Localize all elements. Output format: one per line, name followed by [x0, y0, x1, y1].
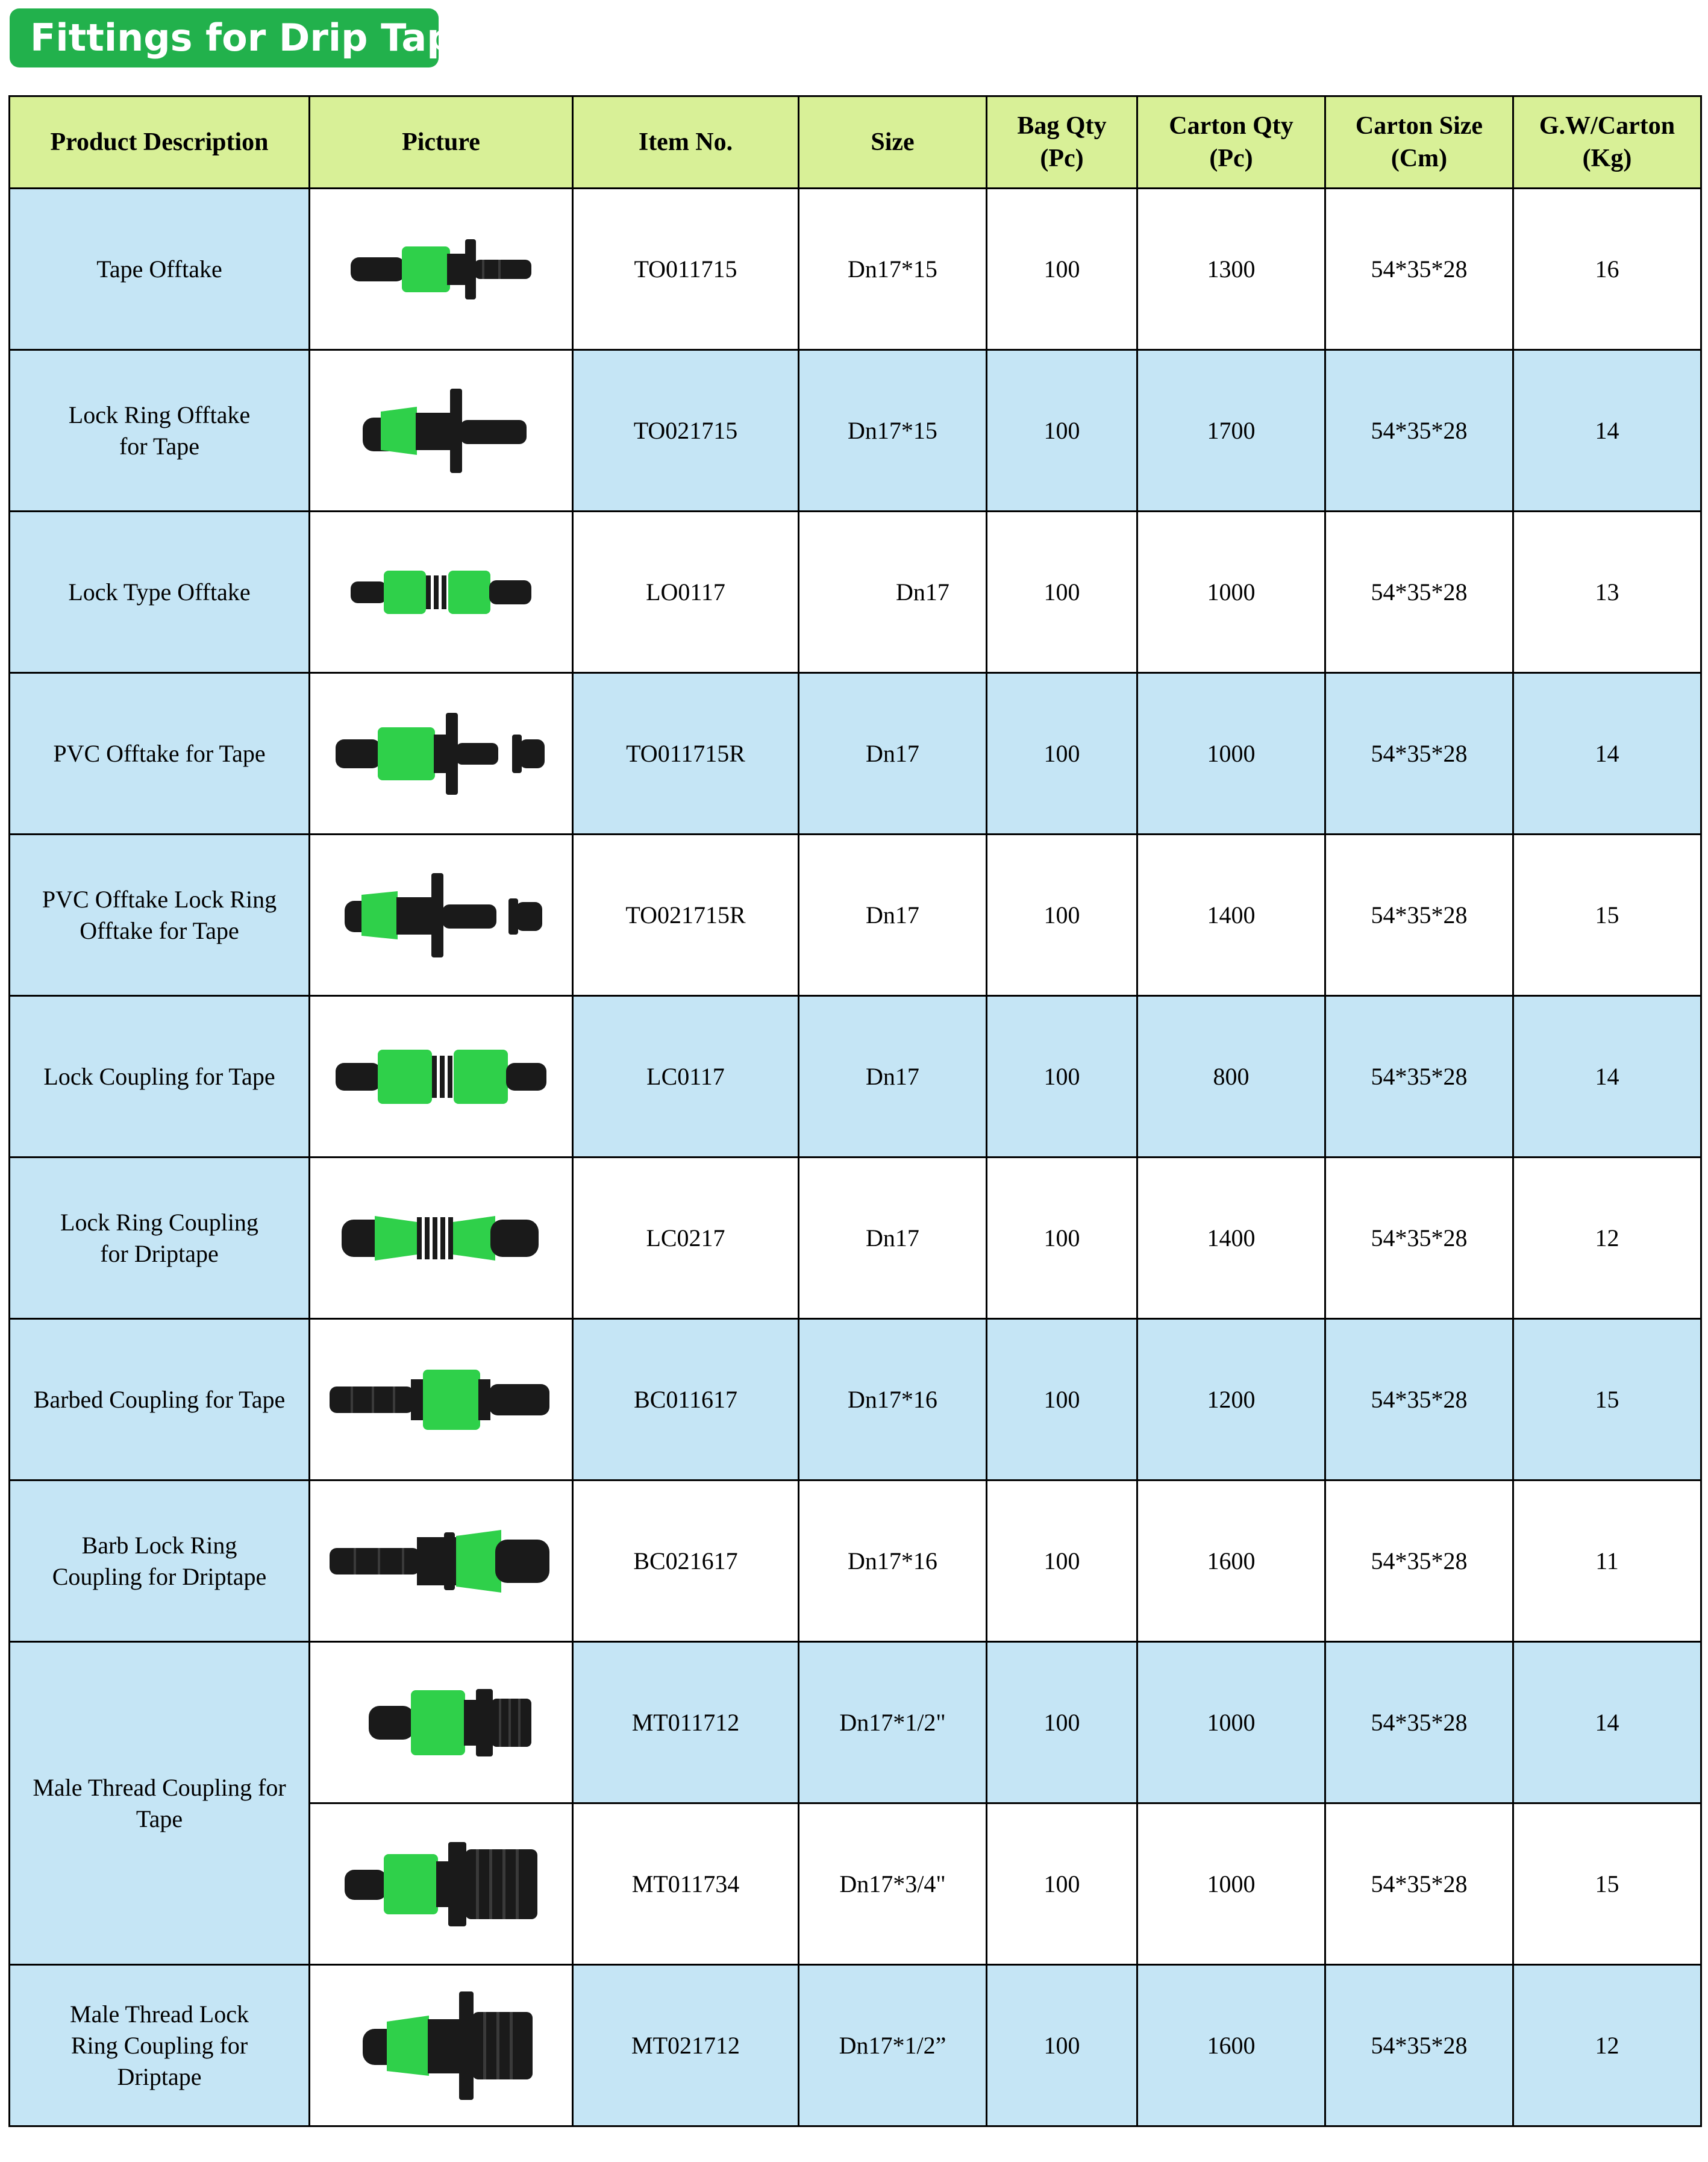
carton-size-cell: 54*35*28: [1325, 350, 1513, 512]
barb-lock-ring-coupling-icon: [327, 1519, 555, 1603]
male-thread-lock-ring-coupling-icon: [339, 1979, 543, 2112]
product-description-cell: [10, 350, 310, 512]
product-description-cell: [10, 189, 310, 350]
size-cell: Dn17*15: [799, 189, 987, 350]
carton-size-cell: 54*35*28: [1325, 512, 1513, 673]
product-description-cell: [10, 673, 310, 835]
item-no-cell: MT011734: [573, 1803, 799, 1965]
product-description-line: Male Thread Coupling for: [33, 1773, 286, 1801]
bag-qty-cell: 100: [987, 512, 1137, 673]
item-no-cell: BC021617: [573, 1480, 799, 1642]
bag-qty-cell: 100: [987, 189, 1137, 350]
carton-size-cell: 54*35*28: [1325, 1480, 1513, 1642]
size-cell: Dn17: [799, 512, 987, 673]
product-table: [8, 95, 1702, 2127]
header-bag-qty: [987, 96, 1137, 189]
product-description-cell: [10, 512, 310, 673]
size-cell: Dn17*1/2": [799, 1642, 987, 1803]
table-row: [10, 1965, 1701, 2126]
product-description-cell: [10, 1319, 310, 1480]
header-carton-size-line2: (Cm): [1390, 145, 1448, 172]
carton-size-cell: 54*35*28: [1325, 996, 1513, 1158]
header-row: [10, 96, 1701, 189]
tape-offtake-icon: [345, 233, 537, 306]
gw-carton-cell: 15: [1513, 1319, 1701, 1480]
table-row: [10, 189, 1701, 350]
table-row: [10, 673, 1701, 835]
table-row: [10, 512, 1701, 673]
header-carton-qty: [1137, 96, 1325, 189]
header-size: Size: [799, 96, 987, 189]
item-no-cell: TO011715: [573, 189, 799, 350]
bag-qty-cell: 100: [987, 350, 1137, 512]
product-description-line: Lock Ring Offtake: [68, 401, 251, 428]
barbed-coupling-icon: [327, 1358, 555, 1442]
gw-carton-cell: 12: [1513, 1158, 1701, 1319]
page-title: Fittings for Drip Tape: [10, 8, 439, 67]
table-row: [10, 1319, 1701, 1480]
header-bag-qty-line1: Bag Qty: [1017, 112, 1107, 140]
bag-qty-cell: 100: [987, 1965, 1137, 2126]
item-no-cell: TO021715: [573, 350, 799, 512]
picture-cell: [310, 835, 573, 996]
bag-qty-cell: 100: [987, 1803, 1137, 1965]
item-no-cell: LC0117: [573, 996, 799, 1158]
size-cell: Dn17*1/2”: [799, 1965, 987, 2126]
product-description-line: for Driptape: [100, 1239, 219, 1267]
product-description-cell: [10, 996, 310, 1158]
product-description-cell: [10, 1158, 310, 1319]
product-description-line: Barb Lock Ring: [81, 1531, 237, 1559]
product-description-line: Tape Offtake: [96, 255, 222, 283]
carton-qty-cell: 1000: [1137, 673, 1325, 835]
carton-qty-cell: 1000: [1137, 512, 1325, 673]
header-carton-size-line1: Carton Size: [1355, 112, 1483, 140]
size-cell: Dn17*3/4": [799, 1803, 987, 1965]
carton-size-cell: 54*35*28: [1325, 1642, 1513, 1803]
item-no-cell: BC011617: [573, 1319, 799, 1480]
header-gw-carton-line2: (Kg): [1582, 145, 1632, 172]
carton-size-cell: 54*35*28: [1325, 673, 1513, 835]
header-carton-qty-line2: (Pc): [1209, 145, 1253, 172]
product-description-line: Lock Ring Coupling: [60, 1208, 258, 1236]
picture-cell: [310, 512, 573, 673]
item-no-cell: TO021715R: [573, 835, 799, 996]
picture-cell: [310, 1642, 573, 1803]
carton-qty-cell: 1600: [1137, 1965, 1325, 2126]
carton-qty-cell: 1300: [1137, 189, 1325, 350]
gw-carton-cell: 11: [1513, 1480, 1701, 1642]
gw-carton-cell: 14: [1513, 996, 1701, 1158]
product-description-line: Coupling for Driptape: [52, 1562, 267, 1590]
picture-cell: [310, 1158, 573, 1319]
bag-qty-cell: 100: [987, 1158, 1137, 1319]
picture-cell: [310, 1480, 573, 1642]
product-description-line: Barbed Coupling for Tape: [33, 1385, 286, 1413]
carton-qty-cell: 1400: [1137, 835, 1325, 996]
picture-cell: [310, 1965, 573, 2126]
gw-carton-cell: 15: [1513, 835, 1701, 996]
lock-coupling-icon: [333, 1038, 549, 1116]
size-cell: Dn17: [799, 996, 987, 1158]
product-description-line: Lock Coupling for Tape: [43, 1062, 275, 1090]
picture-cell: [310, 350, 573, 512]
gw-carton-cell: 15: [1513, 1803, 1701, 1965]
header-carton-qty-line1: Carton Qty: [1169, 112, 1294, 140]
size-cell: Dn17*16: [799, 1480, 987, 1642]
picture-cell: [310, 189, 573, 350]
lock-type-offtake-icon: [345, 556, 537, 628]
carton-size-cell: 54*35*28: [1325, 1319, 1513, 1480]
product-description-line: Lock Type Offtake: [68, 578, 251, 606]
item-no-cell: MT021712: [573, 1965, 799, 2126]
carton-qty-cell: 1700: [1137, 350, 1325, 512]
item-no-cell: LO0117: [573, 512, 799, 673]
header-item-no: Item No.: [573, 96, 799, 189]
size-cell: Dn17: [799, 1158, 987, 1319]
header-gw-carton: [1513, 96, 1701, 189]
carton-size-cell: 54*35*28: [1325, 1803, 1513, 1965]
size-cell: Dn17: [799, 673, 987, 835]
carton-qty-cell: 1600: [1137, 1480, 1325, 1642]
item-no-cell: TO011715R: [573, 673, 799, 835]
bag-qty-cell: 100: [987, 996, 1137, 1158]
table-row: [10, 835, 1701, 996]
gw-carton-cell: 14: [1513, 1642, 1701, 1803]
gw-carton-cell: 13: [1513, 512, 1701, 673]
carton-qty-cell: 1200: [1137, 1319, 1325, 1480]
carton-qty-cell: 1400: [1137, 1158, 1325, 1319]
picture-cell: [310, 1803, 573, 1965]
header-bag-qty-line2: (Pc): [1040, 145, 1084, 172]
carton-size-cell: 54*35*28: [1325, 835, 1513, 996]
product-description-line: Ring Coupling for: [70, 2031, 248, 2059]
gw-carton-cell: 12: [1513, 1965, 1701, 2126]
product-description-line: Driptape: [117, 2063, 202, 2090]
bag-qty-cell: 100: [987, 1642, 1137, 1803]
header-picture: Picture: [310, 96, 573, 189]
table-row: [10, 350, 1701, 512]
size-cell: Dn17*15: [799, 350, 987, 512]
bag-qty-cell: 100: [987, 835, 1137, 996]
carton-size-cell: 54*35*28: [1325, 189, 1513, 350]
item-no-cell: LC0217: [573, 1158, 799, 1319]
gw-carton-cell: 14: [1513, 350, 1701, 512]
table-row: [10, 1480, 1701, 1642]
table-row: [10, 996, 1701, 1158]
gw-carton-cell: 14: [1513, 673, 1701, 835]
lock-ring-coupling-icon: [333, 1199, 549, 1277]
lock-ring-offtake-icon: [345, 371, 537, 491]
carton-qty-cell: 1000: [1137, 1803, 1325, 1965]
product-description-line: for Tape: [119, 432, 200, 460]
product-description-line: Offtake for Tape: [80, 916, 239, 944]
male-thread-coupling-threequarter-icon: [339, 1824, 543, 1944]
carton-size-cell: 54*35*28: [1325, 1158, 1513, 1319]
table-row: [10, 1158, 1701, 1319]
bag-qty-cell: 100: [987, 1319, 1137, 1480]
product-description-cell: [10, 835, 310, 996]
product-description-cell: [10, 1480, 310, 1642]
bag-qty-cell: 100: [987, 1480, 1137, 1642]
carton-qty-cell: 800: [1137, 996, 1325, 1158]
bag-qty-cell: 100: [987, 673, 1137, 835]
size-cell: Dn17: [799, 835, 987, 996]
pvc-offtake-icon: [333, 706, 549, 802]
carton-size-cell: 54*35*28: [1325, 1965, 1513, 2126]
product-description-line: PVC Offtake Lock Ring: [42, 885, 277, 913]
carton-qty-cell: 1000: [1137, 1642, 1325, 1803]
product-description-cell: [10, 1965, 310, 2126]
header-gw-carton-line1: G.W/Carton: [1539, 112, 1675, 140]
picture-cell: [310, 1319, 573, 1480]
header-carton-size: [1325, 96, 1513, 189]
product-description-line: PVC Offtake for Tape: [53, 739, 266, 767]
pvc-lock-ring-offtake-icon: [333, 855, 549, 976]
item-no-cell: MT011712: [573, 1642, 799, 1803]
picture-cell: [310, 996, 573, 1158]
product-description-cell: [10, 1642, 310, 1965]
picture-cell: [310, 673, 573, 835]
gw-carton-cell: 16: [1513, 189, 1701, 350]
male-thread-coupling-half-icon: [345, 1662, 537, 1783]
size-cell: Dn17*16: [799, 1319, 987, 1480]
table-row: [10, 1642, 1701, 1803]
header-product-description: Product Description: [10, 96, 310, 189]
product-description-line: Male Thread Lock: [70, 2000, 249, 2028]
product-description-line: Tape: [136, 1805, 183, 1832]
